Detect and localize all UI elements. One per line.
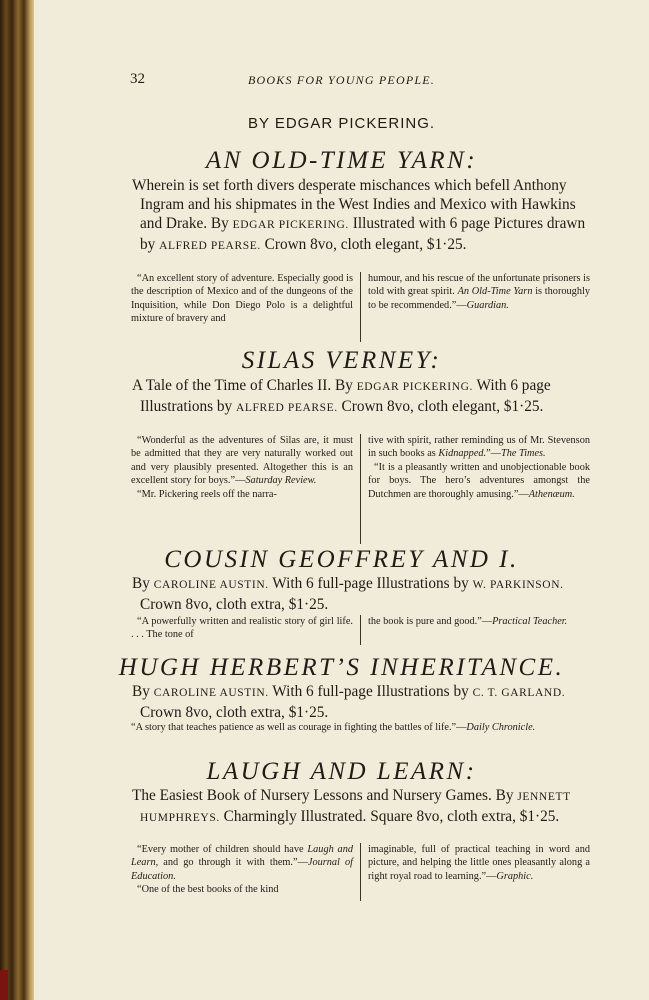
desc-text: Charmingly Illustrated. Square 8vo, cloth extra, $1·25. [219, 808, 560, 825]
column-divider [360, 434, 361, 544]
desc-text: Illustrated with 6 page Pictures drawn by [140, 215, 586, 253]
column-divider [360, 272, 361, 342]
review-source: Journal of Education. [131, 857, 353, 882]
book-page [34, 0, 649, 1000]
illustrator-name: W. PARKINSON. [472, 579, 564, 591]
book-title-cousin-geoffrey: COUSIN GEOFFREY AND I. [164, 546, 519, 573]
review-text: “Every mother of children should have [137, 844, 308, 855]
desc-text: Crown 8vo, cloth extra, $1·25. [140, 704, 329, 721]
review-quote [368, 434, 590, 461]
book-binding [0, 0, 34, 1000]
review-columns [131, 843, 596, 901]
book-title-silas-verney: SILAS VERNEY: [241, 347, 442, 374]
quoted-title: An Old-Time Yarn [457, 286, 533, 298]
review-left [131, 434, 353, 544]
review-source: Graphic. [496, 870, 534, 882]
review-columns [131, 272, 596, 342]
quoted-title: Kidnapped. [438, 448, 487, 460]
desc-text: Crown 8vo, cloth extra, $1·25. [140, 596, 329, 613]
review-quote: the book is pure and good.”— [368, 616, 493, 627]
review-quote: “A powerfully written and realistic story of girl life. . . . The tone of [131, 616, 353, 641]
review-source: Saturday Review. [245, 475, 317, 487]
author-name: JENNETT HUMPHREYS. [140, 791, 571, 824]
book-description [132, 176, 597, 256]
review-source: Athenæum. [528, 488, 575, 500]
review-quote [131, 721, 596, 734]
author-name: EDGAR PICKERING. [232, 219, 349, 231]
review-columns [131, 434, 596, 544]
review-left [131, 272, 353, 342]
review-source: Practical Teacher. [492, 616, 568, 627]
desc-text: Wherein is set forth divers desperate mischances which befell Anthony Ingram and his shipmates in the West Indies and Mexico with Hawkins and Drake. By [132, 177, 576, 232]
review-right [368, 272, 590, 342]
review-left [131, 615, 353, 645]
desc-text: By [132, 683, 154, 700]
desc-text: The Easiest Book of Nursery Lessons and Nursery Games. By [132, 787, 518, 804]
illustrator-name: C. T. GARLAND. [472, 687, 566, 699]
author-name: CAROLINE AUSTIN. [153, 687, 269, 699]
desc-text: Crown 8vo, cloth elegant, $1·25. [337, 398, 544, 415]
review-source: Guardian. [466, 299, 509, 311]
book-title-laugh-and-learn: LAUGH AND LEARN: [206, 758, 477, 785]
quoted-title: Laugh and Learn, [131, 844, 354, 869]
review-text: ”— [486, 448, 501, 460]
review-quote: imaginable, full of practical teaching in word and picture, and helping the little ones pleasantly along a right royal road to learning.”— [368, 844, 590, 882]
review-quote [131, 434, 353, 488]
desc-text: A Tale of the Time of Charles II. By [132, 377, 357, 394]
review-columns [131, 615, 596, 645]
review-quote: is thoroughly to be recommended.”— [368, 286, 590, 311]
review-left [131, 843, 353, 901]
book-title-hugh-herbert: HUGH HERBERT’S INHERITANCE. [118, 654, 565, 681]
column-divider [360, 615, 361, 645]
book-title-old-time-yarn: AN OLD-TIME YARN: [205, 147, 478, 174]
author-name: CAROLINE AUSTIN. [153, 579, 269, 591]
book-description [132, 574, 597, 614]
running-head: BOOKS FOR YOUNG PEOPLE. [248, 73, 435, 87]
review-text: “A story that teaches patience as well as courage in fighting the battles of life.”— [131, 722, 467, 733]
review-quote: “One of the best books of the kind [137, 884, 279, 896]
review-right [368, 434, 590, 544]
author-name: EDGAR PICKERING. [356, 381, 473, 393]
review-right [368, 615, 590, 645]
desc-text: With 6 full-page Illustrations by [268, 575, 473, 592]
author-heading: BY EDGAR PICKERING. [247, 115, 436, 132]
binding-ribbon [0, 970, 8, 1000]
review-quote: “An excellent story of adventure. Especially good is the description of Mexico and of the dungeons of the Inquisition, while Don Diego Polo is a delightful mixture of bravery and [131, 273, 353, 325]
book-description [132, 376, 597, 418]
review-text: tive with spirit, rather reminding us of Mr. Stevenson in such books as [368, 435, 590, 460]
desc-text: By [132, 575, 154, 592]
desc-text: Crown 8vo, cloth elegant, $1·25. [260, 236, 467, 253]
review-text: “It is a pleasantly written and unobjectionable book for boys. The hero’s adventures amongst the Dutchmen are thoroughly amusing.”— [368, 461, 590, 500]
illustrator-name: ALFRED PEARSE. [236, 402, 338, 414]
page-number: 32 [130, 71, 145, 87]
desc-text: With 6 full-page Illustrations by [268, 683, 473, 700]
illustrator-name: ALFRED PEARSE. [159, 240, 261, 252]
book-description [132, 682, 597, 722]
review-text: and go through it with them.”— [158, 857, 308, 869]
book-description [132, 786, 597, 828]
column-divider [360, 843, 361, 901]
review-quote [131, 843, 353, 883]
review-right [368, 843, 590, 901]
review-source: The Times. [501, 448, 546, 460]
review-quote [368, 461, 590, 501]
review-quote: humour, and his rescue of the unfortunate prisoners is told with great spirit. [368, 273, 590, 298]
review-source: Daily Chronicle. [466, 722, 536, 733]
desc-text: With 6 page Illustrations by [140, 377, 551, 415]
page-header [34, 71, 649, 91]
review-text: “Wonderful as the adventures of Silas are, it must be admitted that they are very naturally worked out and very plausibly presented. Altogether this is an excellent story for boys.”— [131, 435, 353, 487]
review-quote: “Mr. Pickering reels off the narra- [137, 488, 277, 500]
